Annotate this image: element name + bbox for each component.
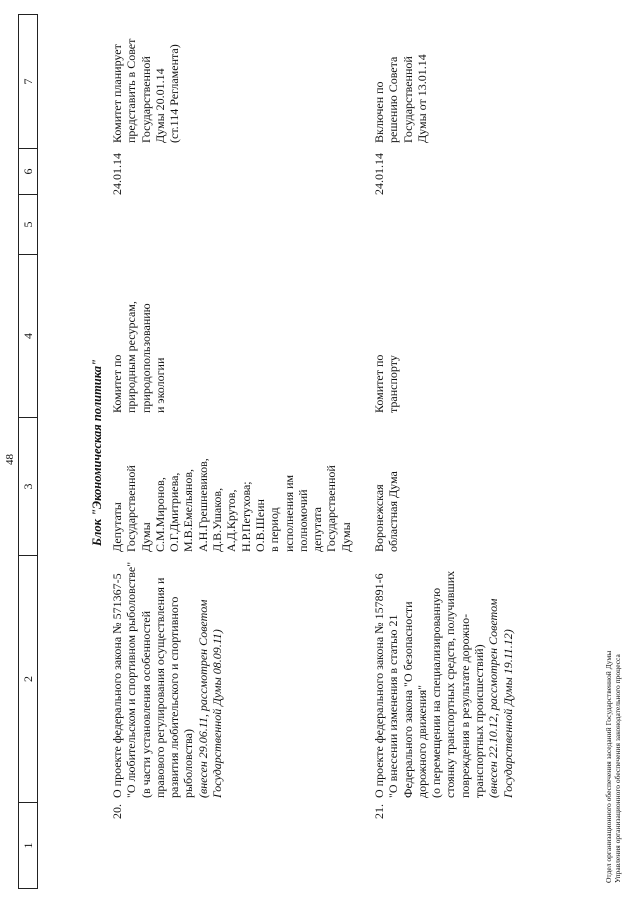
desc-line: транспортных происшествий)	[472, 644, 487, 798]
page-number: 48	[4, 454, 16, 465]
bill-description	[110, 558, 224, 798]
responsible-committee	[110, 253, 167, 413]
initiator-line: депутата	[310, 507, 325, 552]
desc-line: "О внесении изменения в статью 21	[386, 614, 401, 798]
committee-line: и экологии	[152, 357, 167, 413]
bill-initiators	[372, 414, 401, 552]
desc-line: повреждения в результате дорожно-	[457, 613, 472, 798]
desc-line: "О любительском и спортивном рыболовстве"	[124, 561, 139, 798]
row-number: 21.	[372, 804, 386, 819]
desc-line: (в части установления особенностей	[138, 610, 153, 798]
status-line: Думы 20.01.14	[152, 68, 167, 143]
desc-line: Федерального закона "О безопасности	[400, 601, 415, 798]
initiator-line: А.Н.Грешневиков,	[195, 458, 210, 552]
committee-line: транспорту	[386, 355, 401, 413]
initiator-line: О.Г.Дмитриева,	[167, 472, 182, 552]
desc-line: рыболовства)	[181, 729, 196, 798]
committee-line: Комитет по	[110, 354, 124, 413]
column-number-1: 1	[19, 803, 38, 889]
initiator-line: А.Д.Крутов,	[224, 489, 239, 552]
status-line: (ст.114 Регламента)	[167, 44, 182, 143]
initiator-line: Государственной	[324, 465, 339, 552]
column-header-row	[18, 14, 38, 889]
initiator-line: исполнения им	[281, 474, 296, 552]
desc-line: стоянку транспортных средств, получивших	[443, 570, 458, 798]
submission-note: (внесен 22.10.12, рассмотрен Советом	[486, 598, 501, 798]
review-date: 24.01.14	[110, 153, 124, 195]
footer-line: Отдел организационного обеспечения заседаний Государственной Думы	[604, 650, 613, 883]
status-line: представить в Совет	[124, 38, 139, 143]
bill-initiators	[110, 414, 353, 552]
bill-title: О проекте федерального закона № 571367-5	[110, 573, 124, 798]
initiator-line: в период	[267, 507, 282, 552]
initiator-line: Думы	[338, 522, 353, 552]
bill-title: О проекте федерального закона № 157891-6	[372, 573, 386, 798]
status-line: Включен по	[372, 81, 386, 143]
responsible-committee	[372, 253, 401, 413]
submission-note: (внесен 29.06.11, рассмотрен Советом	[195, 599, 210, 798]
column-number-2: 2	[19, 556, 38, 803]
desc-line: дорожного движения"	[414, 684, 429, 798]
initiator-line: М.В.Емельянов,	[181, 469, 196, 552]
column-number-7: 7	[19, 15, 38, 149]
initiator-line: областная Дума	[386, 471, 401, 552]
bill-description	[372, 553, 515, 798]
column-number-3: 3	[19, 418, 38, 556]
initiator-line: Н.Р.Петухова;	[238, 481, 253, 552]
column-number-5: 5	[19, 195, 38, 255]
bill-status	[110, 11, 181, 143]
submission-note: Государственной Думы 19.11.12)	[500, 629, 515, 798]
desc-line: развития любительского и спортивного	[167, 596, 182, 798]
initiator-line: Д.В.Ушаков,	[210, 487, 225, 552]
review-date: 24.01.14	[372, 153, 386, 195]
initiator-line: Воронежская	[372, 484, 386, 552]
committee-line: природным ресурсам,	[124, 301, 139, 413]
bill-status	[372, 11, 429, 143]
column-number-4: 4	[19, 255, 38, 418]
status-line: Думы от 13.01.14	[414, 54, 429, 143]
initiator-line: С.М.Миронов,	[152, 477, 167, 552]
committee-line: Комитет по	[372, 354, 386, 413]
footer-line: Управления организационного обеспечения законодательного процесса	[613, 654, 622, 883]
initiator-line: Государственной	[124, 465, 139, 552]
submission-note: Государственной Думы 08.09.11)	[210, 629, 225, 798]
desc-line: правового регулирования осуществления и	[152, 577, 167, 798]
block-title: Блок "Экономическая политика"	[90, 359, 104, 546]
status-line: Государственной	[400, 56, 415, 143]
desc-line: (о перемещении на специализированную	[429, 587, 444, 798]
row-number: 20.	[110, 804, 124, 819]
initiator-line: полномочий	[295, 489, 310, 552]
column-number-6: 6	[19, 149, 38, 195]
initiator-line: Думы	[138, 522, 153, 552]
committee-line: природопользованию	[138, 303, 153, 413]
initiator-line: Депутаты	[110, 502, 124, 552]
status-line: Комитет планирует	[110, 44, 124, 143]
status-line: Государственной	[138, 56, 153, 143]
initiator-line: О.В.Шеин	[252, 499, 267, 552]
page-footer	[604, 651, 622, 883]
status-line: решению Совета	[386, 56, 401, 143]
